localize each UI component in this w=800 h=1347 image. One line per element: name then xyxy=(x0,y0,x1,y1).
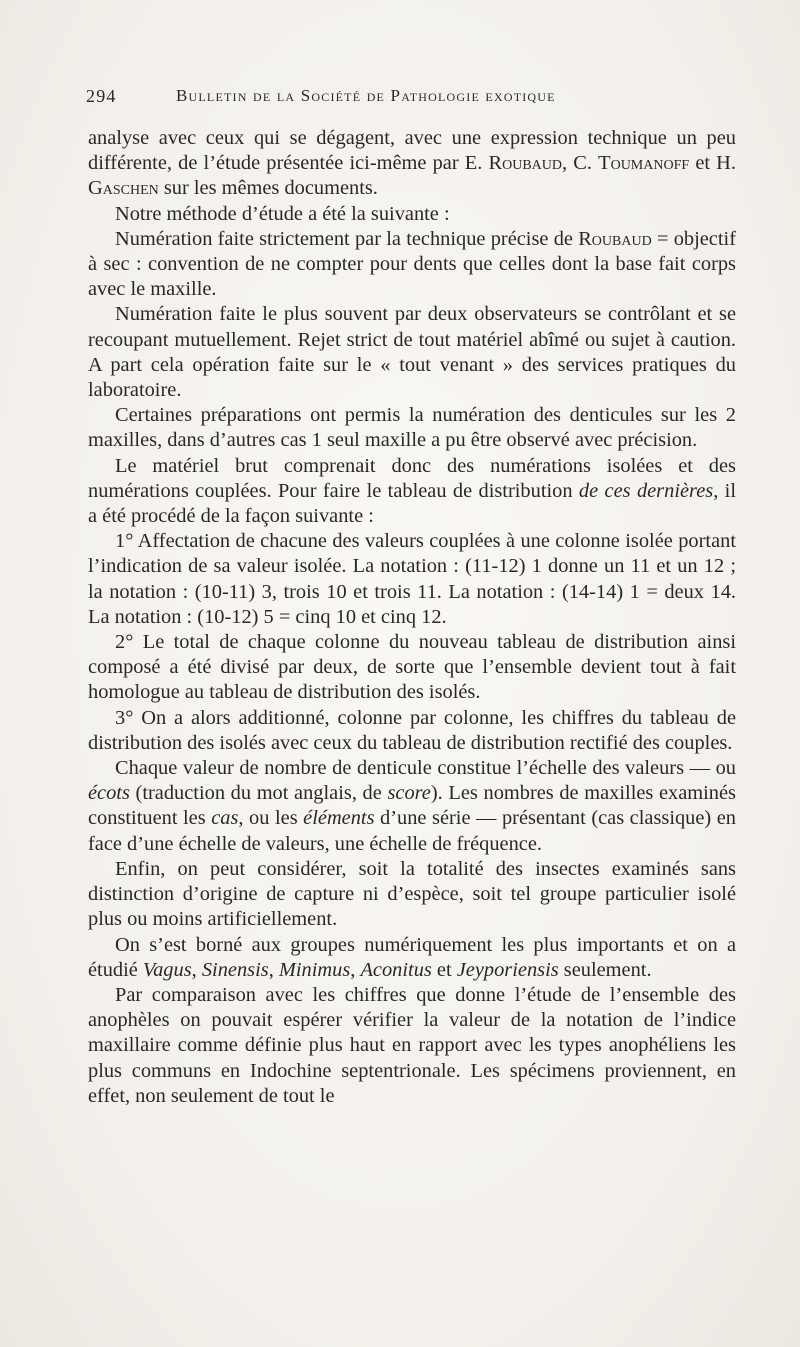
paragraph-p8 xyxy=(88,630,736,706)
text-run: Certaines préparations ont permis la numération des denticules sur les 2 maxilles, dans d’autres cas 1 seul maxille a pu être observé avec précision. xyxy=(88,404,736,452)
body-text xyxy=(88,126,736,1109)
text-run: Le matériel brut comprenait donc des numérations isolées et des numérations couplées. Pour faire le tableau de distribution xyxy=(88,454,736,502)
paragraph-p7 xyxy=(88,529,736,630)
text-run: , xyxy=(191,958,202,981)
text-run: 3° On a alors additionné, colonne par colonne, les chiffres du tableau de distribution des isolés avec ceux du tableau de distribution rectifié des couples. xyxy=(88,706,736,754)
italic-run: de ces dernières xyxy=(578,479,714,502)
italic-run: Jeyporiensis xyxy=(456,958,559,981)
italic-run: cas xyxy=(211,807,239,830)
italic-run: Minimus xyxy=(278,958,351,981)
text-run: On s’est borné aux groupes numériquement les plus importants et on a étudié xyxy=(88,933,736,981)
text-run: d’une série — présentant (cas classique) en face d’une échelle de valeurs, une échelle de fréquence. xyxy=(88,807,737,855)
text-run: analyse avec ceux qui se dégagent, avec une expression technique un peu différente, de l’étude présentée ici-même par E. xyxy=(88,127,736,175)
paragraph-p6 xyxy=(88,454,736,530)
text-run: Enfin, on peut considérer, soit la totalité des insectes examinés sans distinction d’origine de capture ni d’espèce, soit tel groupe particulier isolé plus ou moins artificiellement. xyxy=(88,857,736,931)
italic-run: Aconitus xyxy=(360,958,432,981)
paragraph-p12 xyxy=(88,933,736,983)
italic-run: éléments xyxy=(303,807,375,830)
paragraph-p4 xyxy=(88,302,736,403)
text-run: et xyxy=(431,958,457,981)
author-name: Toumanoff xyxy=(598,152,690,175)
paragraph-p9 xyxy=(88,706,736,756)
author-name: Gaschen xyxy=(88,177,159,200)
italic-run: écots xyxy=(88,782,130,805)
text-run: sur les mêmes documents. xyxy=(158,177,378,200)
text-run: Chaque valeur de nombre de denticule constitue l’échelle des valeurs — ou xyxy=(115,757,736,780)
author-name: Roubaud xyxy=(488,152,562,175)
text-run: , il a été procédé de la façon suivante : xyxy=(88,479,737,528)
italic-run: Sinensis xyxy=(201,958,269,981)
running-title: Bulletin de la Société de Pathologie exotique xyxy=(176,86,556,105)
text-run: Par comparaison avec les chiffres que donne l’étude de l’ensemble des anophèles on pouvait espérer vérifier la valeur de la notation de l’indice maxillaire comme définie plus haut en rapport avec les types anophéliens les plus communs en Indochine septentrionale. Les spécimens proviennent, en effet, non seulement de tout le xyxy=(88,983,736,1107)
paragraph-p1 xyxy=(88,126,736,202)
text-run: 1° Affectation de chacune des valeurs couplées à une colonne isolée portant l’indication de sa valeur isolée. La notation : (11-12) 1 donne un 11 et un 12 ; la notation : (10-11) 3, trois 10 et trois 11. La notation : (14-14) 1 = deux 14. La notation : (10-12) 5 = cinq 10 et cinq 12. xyxy=(88,530,736,628)
italic-run: score xyxy=(387,782,431,805)
italic-run: Vagus xyxy=(142,958,192,981)
author-name: Roubaud xyxy=(578,227,652,250)
text-run: 2° Le total de chaque colonne du nouveau tableau de distribution ainsi composé a été divisé par deux, de sorte que l’ensemble devient tout à fait homologue au tableau de distribution des isolés. xyxy=(88,631,736,704)
paragraph-p13 xyxy=(88,983,736,1109)
text-run: = objectif à sec : convention de ne compter pour dents que celles dont la base fait corps avec le maxille. xyxy=(88,227,736,301)
text-run: , ou les xyxy=(238,807,304,830)
paragraph-p3 xyxy=(88,227,736,303)
running-head xyxy=(86,86,746,110)
text-run: et H. xyxy=(689,152,737,175)
page-number: 294 xyxy=(86,86,117,106)
text-run: , xyxy=(268,958,279,981)
paragraph-p2 xyxy=(88,202,736,227)
text-run: Numération faite le plus souvent par deux observateurs se contrôlant et se recoupant mutuellement. Rejet strict de tout matériel abîmé ou sujet à caution. A part cela opération faite sur le « tout venant » des services pratiques du laboratoire. xyxy=(88,303,736,402)
text-run: seulement. xyxy=(558,958,652,981)
text-run: ). Les nombres de maxilles examinés constituent les xyxy=(88,782,736,830)
text-run: , xyxy=(350,958,361,981)
paragraph-p5 xyxy=(88,403,736,453)
text-run: Numération faite strictement par la technique précise de xyxy=(115,227,579,250)
paragraph-p10 xyxy=(88,756,736,857)
text-run: , C. xyxy=(562,152,599,175)
text-run: (traduction du mot anglais, de xyxy=(129,782,388,805)
text-run: Notre méthode d’étude a été la suivante : xyxy=(115,202,450,225)
paragraph-p11 xyxy=(88,857,736,933)
